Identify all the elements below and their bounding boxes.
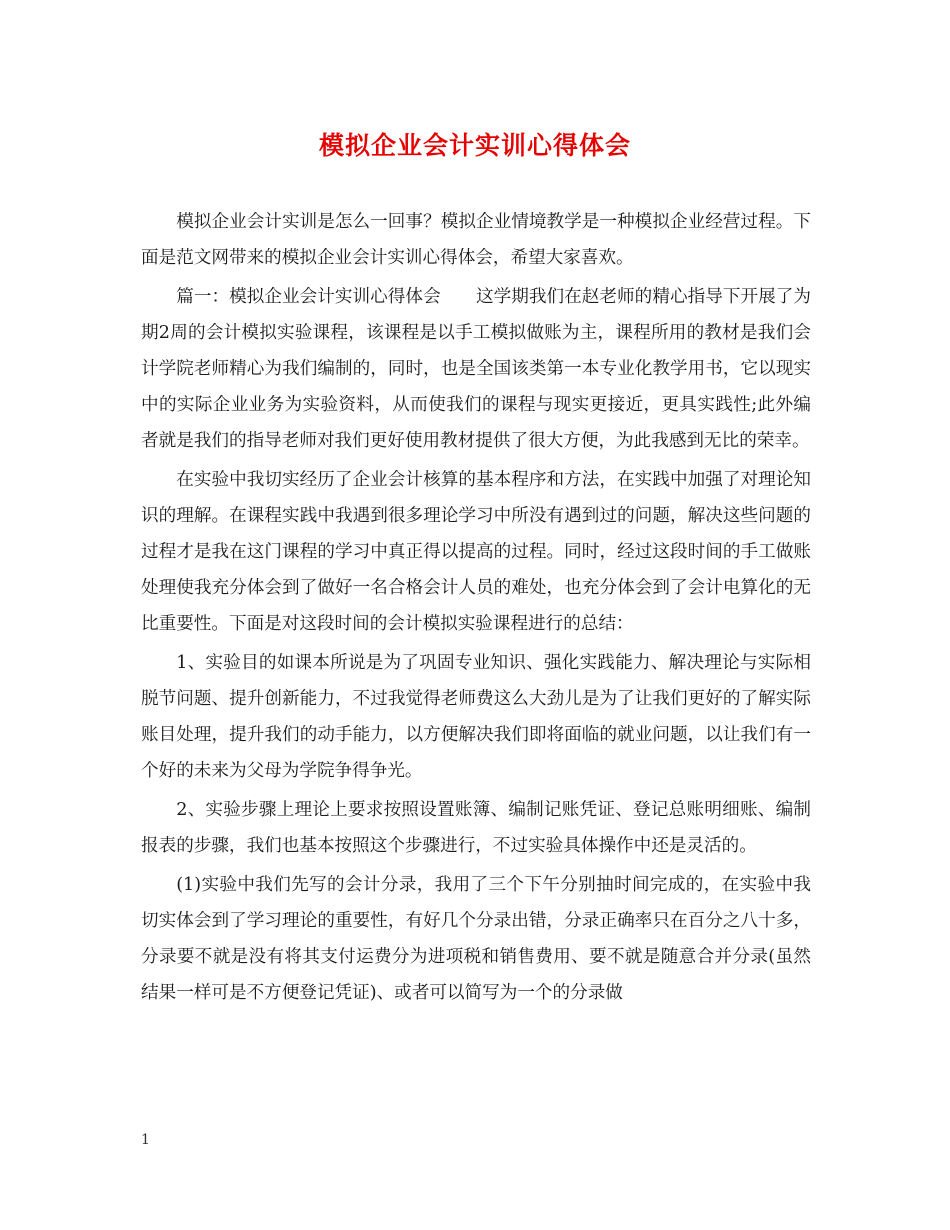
page-number: 1 bbox=[141, 1132, 150, 1148]
document-title: 模拟企业会计实训心得体会 bbox=[318, 131, 631, 160]
paragraph-intro: 模拟企业会计实训是怎么一回事？模拟企业情境教学是一种模拟企业经营过程。下面是范文网带来的模拟企业会计实训心得体会，希望大家喜欢。 bbox=[141, 212, 811, 268]
paragraph-entries: (1)实验中我们先写的会计分录，我用了三个下午分别抽时间完成的，在实验中我切实体会到了学习理论的重要性，有好几个分录出错，分录正确率只在百分之八十多，分录要不就是没有将其支付运费分为进项税和销售费用、要不就是随意合并分录(虽然结果一样可是不方便登记凭证)、或者可以简写为一个的分录做 bbox=[141, 875, 811, 1003]
paragraph-purpose: 1、实验目的如课本所说是为了巩固专业知识、强化实践能力、解决理论与实际相脱节问题、提升创新能力，不过我觉得老师费这么大劲儿是为了让我们更好的了解实际账目处理，提升我们的动手能力，以方便解决我们即将面临的就业问题，以让我们有一个好的未来为父母为学院争得争光。 bbox=[141, 653, 811, 781]
paragraph-steps: 2、实验步骤上理论上要求按照设置账簿、编制记账凭证、登记总账明细账、编制报表的步骤，我们也基本按照这个步骤进行，不过实验具体操作中还是灵活的。 bbox=[141, 800, 811, 856]
document-body bbox=[141, 204, 811, 1014]
paragraph-part-one: 篇一：模拟企业会计实训心得体会 这学期我们在赵老师的精心指导下开展了为期2周的会计模拟实验课程，该课程是以手工模拟做账为主，课程所用的教材是我们会计学院老师精心为我们编制的，同时，也是全国该类第一本专业化教学用书，它以现实中的实际企业业务为实验资料，从而使我们的课程与现实更接近，更具实践性;此外编者就是我们的指导老师对我们更好使用教材提供了很大方便，为此我感到无比的荣幸。 bbox=[141, 287, 811, 451]
paragraph-experience: 在实验中我切实经历了企业会计核算的基本程序和方法，在实践中加强了对理论知识的理解。在课程实践中我遇到很多理论学习中所没有遇到过的问题，解决这些问题的过程才是我在这门课程的学习中真正得以提高的过程。同时，经过这段时间的手工做账处理使我充分体会到了做好一名合格会计人员的难处，也充分体会到了会计电算化的无比重要性。下面是对这段时间的会计模拟实验课程进行的总结： bbox=[141, 470, 811, 634]
